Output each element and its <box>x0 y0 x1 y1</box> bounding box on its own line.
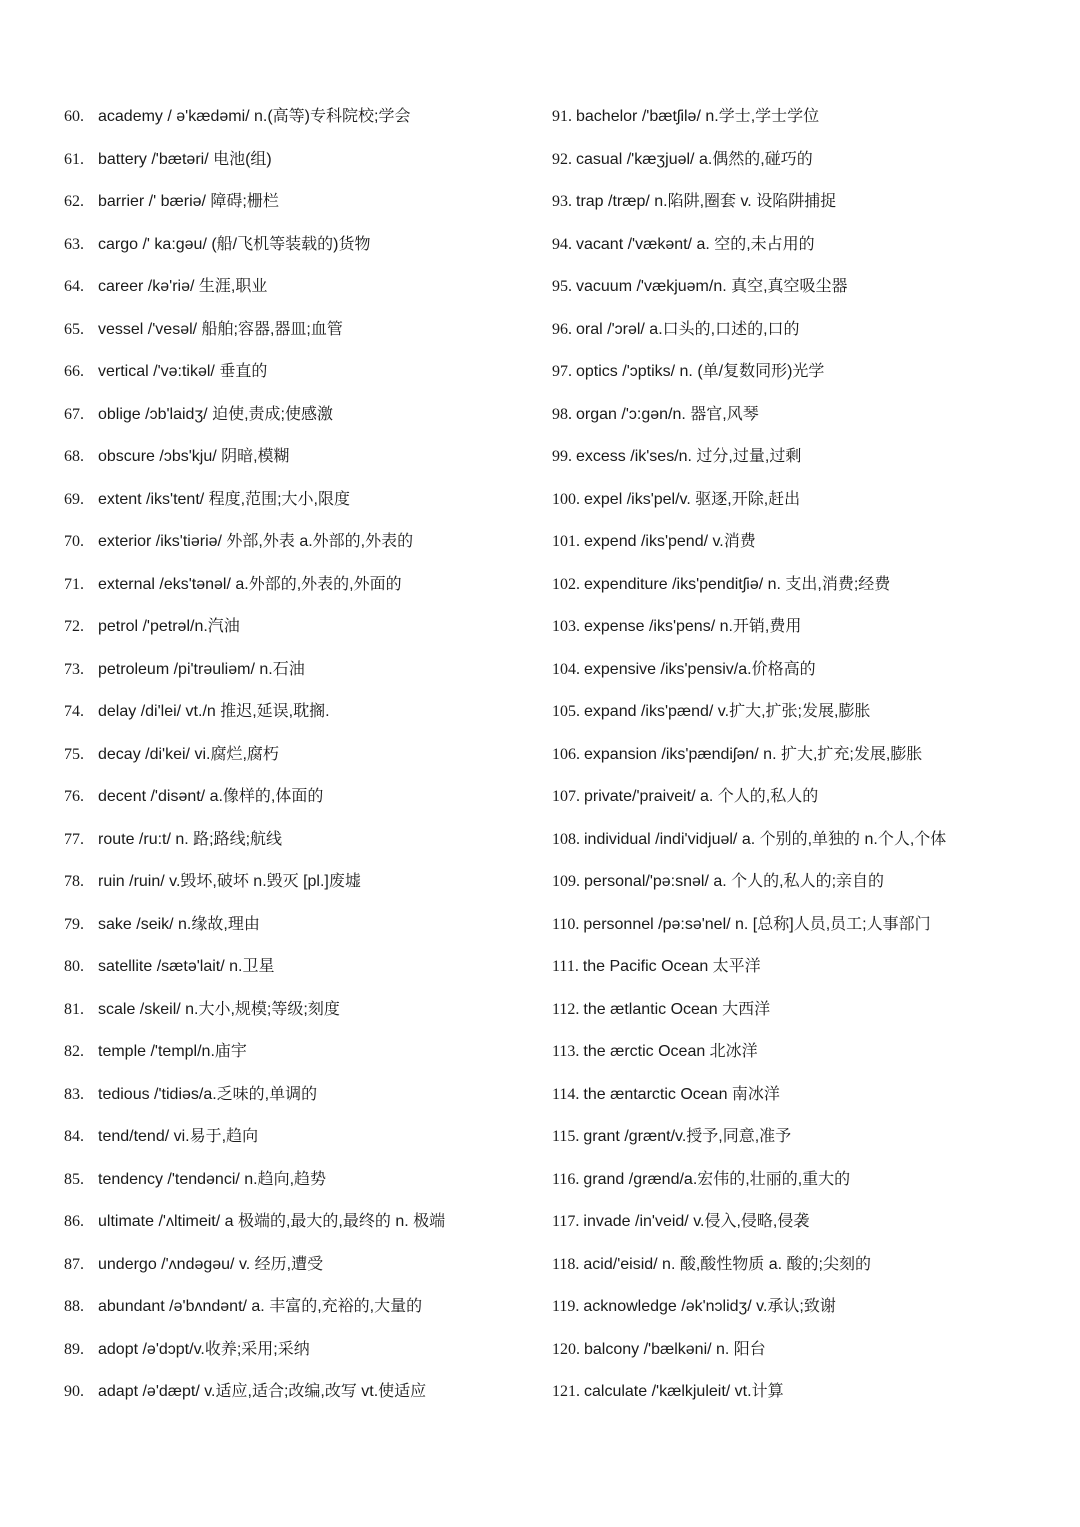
entry-text: decent /'disənt/ a.像样的,体面的 <box>98 788 324 805</box>
entry-number: 115. <box>552 1128 580 1145</box>
entry-number: 89. <box>64 1340 84 1358</box>
entry-text: tedious /'tidiəs/a.乏味的,单调的 <box>98 1085 318 1103</box>
entry-text: vacant /'vækənt/ a. 空的,未占用的 <box>576 235 815 253</box>
entry-text: the æntarctic Ocean 南冰洋 <box>583 1085 780 1103</box>
vocab-entry <box>552 649 1052 692</box>
vocab-entry <box>552 266 1052 309</box>
entry-text: delay /di'lei/ vt./n 推迟,延误,耽搁. <box>98 703 330 720</box>
vocab-entry <box>552 819 1052 862</box>
entry-text: the Pacific Ocean 太平洋 <box>582 958 761 975</box>
vocab-entry <box>552 1116 1052 1159</box>
entry-number: 93. <box>552 193 572 210</box>
entry-text: petrol /'petrəl/n.汽油 <box>98 618 240 635</box>
vocab-entry <box>64 351 534 394</box>
left-column <box>64 96 534 1414</box>
vocab-entry <box>64 776 534 819</box>
vocab-entry <box>64 181 534 224</box>
entry-text: external /eks'tənəl/ a.外部的,外表的,外面的 <box>98 575 402 593</box>
entry-text: scale /skeil/ n.大小,规模;等级;刻度 <box>98 1000 340 1018</box>
entry-number: 84. <box>64 1128 84 1145</box>
entry-text: excess /ik'ses/n. 过分,过量,过剩 <box>576 448 802 465</box>
vocab-entry <box>552 1244 1052 1287</box>
entry-number: 100. <box>552 490 580 508</box>
vocab-entry <box>64 649 534 692</box>
entry-number: 71. <box>64 575 84 593</box>
entry-text: invade /in'veid/ v.侵入,侵略,侵袭 <box>583 1213 810 1230</box>
entry-text: expense /iks'pens/ n.开销,费用 <box>584 618 802 635</box>
entry-number: 118. <box>552 1255 580 1273</box>
entry-number: 91. <box>552 108 572 125</box>
vocab-entry <box>552 776 1052 819</box>
entry-number: 67. <box>64 405 84 423</box>
entry-text: trap /træp/ n.陷阱,圈套 v. 设陷阱捕捉 <box>576 193 837 210</box>
entry-text: personal/'pə:snəl/ a. 个人的,私人的;亲自的 <box>584 873 885 890</box>
entry-number: 77. <box>64 830 84 848</box>
entry-text: career /kə'riə/ 生涯,职业 <box>98 278 268 295</box>
entry-text: expand /iks'pænd/ v.扩大,扩张;发展,膨胀 <box>584 703 871 720</box>
entry-text: acid/'eisid/ n. 酸,酸性物质 a. 酸的;尖刻的 <box>583 1255 871 1273</box>
vocab-entry <box>552 1329 1052 1372</box>
vocab-entry <box>64 734 534 777</box>
entry-number: 88. <box>64 1298 84 1315</box>
vocab-entry <box>64 989 534 1032</box>
vocab-entry <box>552 309 1052 352</box>
entry-number: 69. <box>64 490 84 508</box>
entry-number: 61. <box>64 150 84 168</box>
entry-number: 111. <box>552 958 579 975</box>
entry-number: 119. <box>552 1298 580 1315</box>
entry-number: 114. <box>552 1085 580 1103</box>
vocab-entry <box>64 691 534 734</box>
entry-number: 101. <box>552 533 580 550</box>
vocab-entry <box>64 904 534 947</box>
entry-text: expansion /iks'pændiʃən/ n. 扩大,扩充;发展,膨胀 <box>584 745 923 763</box>
entry-text: optics /'ɔptiks/ n. (单/复数同形)光学 <box>576 363 825 380</box>
entry-number: 82. <box>64 1043 84 1060</box>
entry-number: 64. <box>64 278 84 295</box>
entry-number: 110. <box>552 915 580 933</box>
entry-number: 103. <box>552 618 580 635</box>
vocab-entry <box>552 1074 1052 1117</box>
entry-text: temple /'templ/n.庙宇 <box>98 1043 247 1060</box>
vocab-entry <box>552 479 1052 522</box>
entry-number: 65. <box>64 320 84 338</box>
entry-text: balcony /'bælkəni/ n. 阳台 <box>584 1340 766 1358</box>
vocab-entry <box>64 1074 534 1117</box>
entry-number: 120. <box>552 1340 580 1358</box>
entry-number: 112. <box>552 1000 580 1018</box>
vocab-entry <box>552 946 1052 989</box>
entry-text: personnel /pə:sə'nel/ n. [总称]人员,员工;人事部门 <box>583 915 931 933</box>
entry-text: extent /iks'tent/ 程度,范围;大小,限度 <box>98 490 351 508</box>
entry-number: 108. <box>552 830 580 848</box>
entry-number: 87. <box>64 1255 84 1273</box>
entry-number: 66. <box>64 363 84 380</box>
vocab-entry <box>64 1159 534 1202</box>
entry-number: 96. <box>552 320 572 338</box>
entry-number: 99. <box>552 448 572 465</box>
entry-number: 106. <box>552 745 580 763</box>
entry-text: undergo /'ʌndəgəu/ v. 经历,遭受 <box>98 1255 324 1273</box>
entry-number: 76. <box>64 788 84 805</box>
entry-text: the ærctic Ocean 北冰洋 <box>583 1043 758 1060</box>
vocab-entry <box>64 1116 534 1159</box>
entry-number: 63. <box>64 235 84 253</box>
vocab-entry <box>64 861 534 904</box>
entry-number: 85. <box>64 1170 84 1188</box>
entry-text: expenditure /iks'penditʃiə/ n. 支出,消费;经费 <box>584 575 891 593</box>
entry-number: 86. <box>64 1213 84 1230</box>
entry-text: adopt /ə'dɔpt/v.收养;采用;采纳 <box>98 1340 310 1358</box>
vocab-entry <box>64 564 534 607</box>
entry-text: bachelor /'bætʃilə/ n.学士,学士学位 <box>576 108 820 125</box>
vocab-entry <box>64 521 534 564</box>
entry-number: 105. <box>552 703 580 720</box>
entry-text: the ætlantic Ocean 大西洋 <box>583 1000 771 1018</box>
entry-text: individual /indi'vidjuəl/ a. 个别的,单独的 n.个人,个体 <box>584 830 947 848</box>
entry-number: 94. <box>552 235 572 253</box>
vocab-entry <box>64 1329 534 1372</box>
entry-number: 83. <box>64 1085 84 1103</box>
vocab-entry <box>552 904 1052 947</box>
vocab-entry <box>552 139 1052 182</box>
vocab-entry <box>64 1371 534 1414</box>
entry-number: 90. <box>64 1383 84 1400</box>
entry-text: sake /seik/ n.缘故,理由 <box>98 915 260 933</box>
vocab-entry <box>552 1031 1052 1074</box>
entry-text: exterior /iks'tiəriə/ 外部,外表 a.外部的,外表的 <box>98 533 414 550</box>
entry-text: battery /'bætəri/ 电池(组) <box>98 150 272 168</box>
entry-number: 121. <box>552 1383 580 1400</box>
entry-number: 104. <box>552 660 580 678</box>
entry-text: petroleum /pi'trəuliəm/ n.石油 <box>98 660 305 678</box>
vocab-entry <box>552 691 1052 734</box>
entry-number: 113. <box>552 1043 580 1060</box>
entry-text: calculate /'kælkjuleit/ vt.计算 <box>584 1383 784 1400</box>
entry-text: expel /iks'pel/v. 驱逐,开除,赶出 <box>584 490 801 508</box>
entry-text: oral /'ɔrəl/ a.口头的,口述的,口的 <box>576 320 800 338</box>
vocab-entry <box>64 309 534 352</box>
entry-number: 81. <box>64 1000 84 1018</box>
entry-number: 92. <box>552 150 572 168</box>
entry-text: decay /di'kei/ vi.腐烂,腐朽 <box>98 745 279 763</box>
vocab-entry <box>64 394 534 437</box>
vocab-entry <box>552 861 1052 904</box>
entry-number: 78. <box>64 873 84 890</box>
vocab-entry <box>64 1031 534 1074</box>
entry-text: organ /'ɔ:gən/n. 器官,风琴 <box>576 405 759 423</box>
entry-text: ultimate /'ʌltimeit/ a 极端的,最大的,最终的 n. 极端 <box>98 1213 446 1230</box>
vocab-entry <box>64 1286 534 1329</box>
vocab-entry <box>64 606 534 649</box>
vocab-entry <box>552 1286 1052 1329</box>
vocab-entry <box>64 266 534 309</box>
entry-text: vacuum /'vækjuəm/n. 真空,真空吸尘器 <box>576 278 848 295</box>
vocab-entry <box>552 181 1052 224</box>
vocab-entry <box>64 946 534 989</box>
entry-text: acknowledge /ək'nɔlidʒ/ v.承认;致谢 <box>583 1298 836 1315</box>
vocab-entry <box>64 1244 534 1287</box>
vocab-entry <box>552 1159 1052 1202</box>
vocab-entry <box>552 734 1052 777</box>
vocab-entry <box>64 96 534 139</box>
vocab-entry <box>64 224 534 267</box>
entry-number: 73. <box>64 660 84 678</box>
entry-number: 116. <box>552 1170 580 1188</box>
entry-text: vessel /'vesəl/ 船舶;容器,器皿;血管 <box>98 320 343 338</box>
entry-number: 74. <box>64 703 84 720</box>
vocab-entry <box>552 989 1052 1032</box>
entry-number: 98. <box>552 405 572 423</box>
vocab-entry <box>552 96 1052 139</box>
entry-text: academy / ə'kædəmi/ n.(高等)专科院校;学会 <box>98 108 411 125</box>
entry-text: vertical /'və:tikəl/ 垂直的 <box>98 363 268 380</box>
entry-number: 97. <box>552 363 572 380</box>
entry-text: grand /grænd/a.宏伟的,壮丽的,重大的 <box>583 1170 851 1188</box>
entry-text: expend /iks'pend/ v.消费 <box>584 533 756 550</box>
entry-number: 79. <box>64 915 84 933</box>
vocab-entry <box>552 606 1052 649</box>
entry-text: barrier /' bæriə/ 障碍;栅栏 <box>98 193 279 210</box>
entry-number: 95. <box>552 278 572 295</box>
entry-number: 107. <box>552 788 580 805</box>
entry-number: 68. <box>64 448 84 465</box>
entry-text: tend/tend/ vi.易于,趋向 <box>98 1128 259 1145</box>
entry-text: abundant /ə'bʌndənt/ a. 丰富的,充裕的,大量的 <box>98 1298 423 1315</box>
vocab-entry <box>64 139 534 182</box>
entry-number: 80. <box>64 958 84 975</box>
vocab-entry <box>552 1371 1052 1414</box>
entry-number: 70. <box>64 533 84 550</box>
vocab-entry <box>552 564 1052 607</box>
entry-number: 102. <box>552 575 580 593</box>
vocab-entry <box>552 351 1052 394</box>
entry-text: grant /grænt/v.授予,同意,准予 <box>583 1128 792 1145</box>
vocab-entry <box>552 436 1052 479</box>
vocab-entry <box>552 394 1052 437</box>
vocab-entry <box>64 479 534 522</box>
vocab-entry <box>64 436 534 479</box>
entry-text: route /ru:t/ n. 路;路线;航线 <box>98 830 283 848</box>
entry-text: satellite /sætə'lait/ n.卫星 <box>98 958 275 975</box>
vocab-entry <box>64 1201 534 1244</box>
entry-number: 109. <box>552 873 580 890</box>
entry-number: 62. <box>64 193 84 210</box>
entry-text: cargo /' ka:gəu/ (船/飞机等装载的)货物 <box>98 235 371 253</box>
entry-number: 117. <box>552 1213 580 1230</box>
entry-text: obscure /ɔbs'kju/ 阴暗,模糊 <box>98 448 290 465</box>
entry-text: adapt /ə'dæpt/ v.适应,适合;改编,改写 vt.使适应 <box>98 1383 427 1400</box>
vocab-entry <box>552 1201 1052 1244</box>
vocab-entry <box>64 819 534 862</box>
entry-text: private/'praiveit/ a. 个人的,私人的 <box>584 788 819 805</box>
entry-number: 75. <box>64 745 84 763</box>
entry-number: 72. <box>64 618 84 635</box>
entry-text: casual /'kæʒjuəl/ a.偶然的,碰巧的 <box>576 150 813 168</box>
entry-text: ruin /ruin/ v.毁坏,破坏 n.毁灭 [pl.]废墟 <box>98 873 361 890</box>
vocab-entry <box>552 224 1052 267</box>
entry-text: oblige /ɔb'laidʒ/ 迫使,责成;使感激 <box>98 405 333 423</box>
entry-text: expensive /iks'pensiv/a.价格高的 <box>584 660 816 678</box>
entry-text: tendency /'tendənci/ n.趋向,趋势 <box>98 1170 327 1188</box>
vocab-entry <box>552 521 1052 564</box>
entry-number: 60. <box>64 108 84 125</box>
right-column <box>552 96 1052 1414</box>
